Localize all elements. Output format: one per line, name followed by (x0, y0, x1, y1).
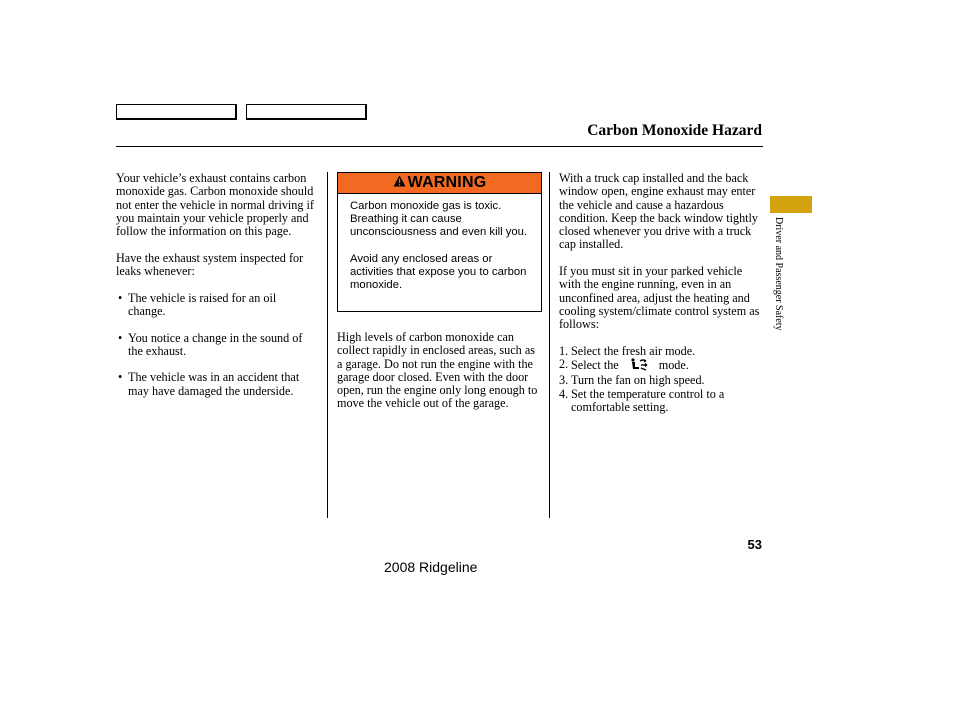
step-item: 1. Select the fresh air mode. (559, 343, 696, 358)
truck-cap-paragraph: With a truck cap installed and the back window open, engine exhaust may enter the vehicle and cause a hazardous condition. Keep the back window tightly closed whenever you drive with a truck cap installed. (559, 171, 759, 252)
inspection-list (116, 292, 316, 398)
title-divider (116, 146, 763, 147)
warning-text: Carbon monoxide gas is toxic. Breathing it can cause unconsciousness and even kill you. (350, 200, 528, 239)
column-divider (549, 172, 550, 518)
page-number: 53 (747, 537, 762, 552)
left-column (116, 172, 316, 411)
step-item: 2. Select the mode. (559, 358, 765, 374)
section-tab[interactable] (770, 196, 812, 213)
nav-button-main-menu[interactable] (116, 104, 237, 120)
step-item: 3. Turn the fan on high speed. (559, 373, 705, 388)
garage-paragraph: High levels of carbon monoxide can collect rapidly in enclosed areas, such as a garage. Do not run the engine with the garage door closed. Even with the door open, run the engine only long enough to move the vehicle out of the garage. (337, 330, 538, 411)
footer-model: 2008 Ridgeline (384, 559, 478, 575)
steps-list (559, 345, 765, 414)
middle-column (337, 331, 543, 424)
warning-body (338, 194, 541, 292)
right-column (559, 172, 765, 414)
page-title: Carbon Monoxide Hazard (587, 122, 762, 139)
warning-triangle-icon (393, 174, 406, 192)
nav-button-index[interactable] (246, 104, 367, 120)
warning-box (337, 172, 542, 312)
list-item: • You notice a change in the sound of the exhaust. (116, 332, 316, 359)
warning-header (338, 173, 541, 194)
step-item: 4. Set the temperature control to a comfortable setting. (559, 386, 725, 415)
intro-paragraph: Your vehicle’s exhaust contains carbon monoxide gas. Carbon monoxide should not enter the vehicle in normal driving if you maintain your vehicle properly and follow the information on this page. (116, 171, 314, 239)
column-divider (327, 172, 328, 518)
inspect-paragraph: Have the exhaust system inspected for leaks whenever: (116, 250, 304, 279)
list-item: • The vehicle was in an accident that may have damaged the underside. (116, 371, 316, 398)
warning-text: Avoid any enclosed areas or activities that expose you to carbon monoxide. (350, 252, 527, 292)
parked-paragraph: If you must sit in your parked vehicle with the engine running, even in an unconfined area, adjust the heating and cooling system/climate control system as follows: (559, 264, 760, 332)
section-tab-label: Driver and Passenger Safety (773, 217, 784, 331)
airflow-mode-icon (629, 358, 649, 374)
warning-label: WARNING (407, 174, 487, 191)
list-item: • The vehicle is raised for an oil change. (116, 292, 316, 319)
